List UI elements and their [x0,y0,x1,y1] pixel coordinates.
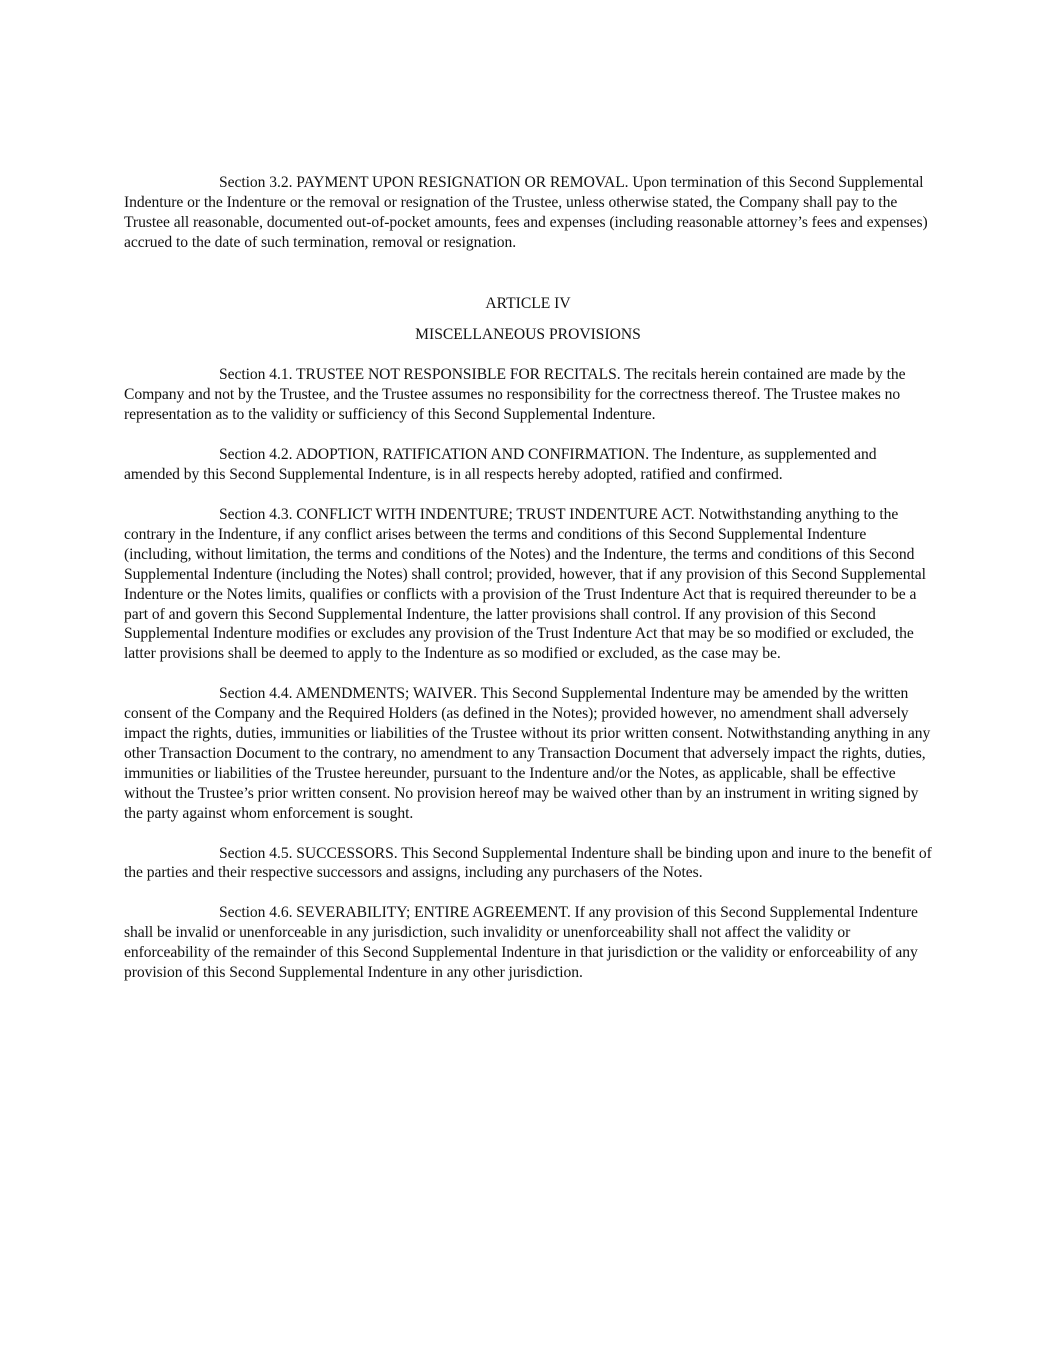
section-4-4-paragraph: Section 4.4. AMENDMENTS; WAIVER. This Second Supplemental Indenture may be amended by the written consent of the Company and the Required Holders (as defined in the Notes); provided however, no amendment shall adversely impact the rights, duties, immunities or liabilities of the Trustee without its prior written consent. Notwithstanding anything in any other Transaction Document to the contrary, no amendment to any Transaction Document that adversely impact the rights, duties, immunities or liabilities of the Trustee hereunder, pursuant to the Indenture and/or the Notes, as applicable, shall be effective without the Trustee’s prior written consent. No provision hereof may be waived other than by an instrument in writing signed by the party against whom enforcement is sought. [124,685,931,822]
section-4-2-paragraph: Section 4.2. ADOPTION, RATIFICATION AND CONFIRMATION. The Indenture, as supplemented and amended by this Second Supplemental Indenture, is in all respects hereby adopted, ratified and confirmed. [124,446,877,484]
section-4-3-paragraph: Section 4.3. CONFLICT WITH INDENTURE; TRUST INDENTURE ACT. Notwithstanding anything to the contrary in the Indenture, if any conflict arises between the terms and conditions of this Second Supplemental Indenture (including, without limitation, the terms and conditions of the Notes) and the Indenture, the terms and conditions of this Second Supplemental Indenture (including the Notes) shall control; provided, however, that if any provision of this Second Supplemental Indenture or the Notes limits, qualifies or conflicts with a provision of the Trust Indenture Act that is required thereunder to be a part of and govern this Second Supplemental Indenture, the latter provisions shall control. If any provision of this Second Supplemental Indenture modifies or excludes any provision of the Trust Indenture Act that may be so modified or excluded, the latter provisions shall be deemed to apply to the Indenture as so modified or excluded, as the case may be. [124,505,926,663]
section-4-6-paragraph: Section 4.6. SEVERABILITY; ENTIRE AGREEMENT. If any provision of this Second Supplemental Indenture shall be invalid or unenforceable in any jurisdiction, such invalidity or unenforceability shall not affect the validity or enforceability of the remainder of this Second Supplemental Indenture in that jurisdiction or the validity or enforceability of any provision of this Second Supplemental Indenture in any other jurisdiction. [124,904,918,982]
section-4-1-paragraph: Section 4.1. TRUSTEE NOT RESPONSIBLE FOR RECITALS. The recitals herein contained are made by the Company and not by the Trustee, and the Trustee assumes no responsibility for the correctness thereof. The Trustee makes no representation as to the validity or sufficiency of this Second Supplemental Indenture. [124,366,906,424]
section-3-2-paragraph: Section 3.2. PAYMENT UPON RESIGNATION OR REMOVAL. Upon termination of this Second Supplemental Indenture or the Indenture or the removal or resignation of the Trustee, unless otherwise stated, the Company shall pay to the Trustee all reasonable, documented out-of-pocket amounts, fees and expenses (including reasonable attorney’s fees and expenses) accrued to the date of such termination, removal or resignation. [124,174,928,251]
article-subtitle: MISCELLANEOUS PROVISIONS [415,325,641,343]
article-title: ARTICLE IV [485,294,571,312]
section-4-5-paragraph: Section 4.5. SUCCESSORS. This Second Supplemental Indenture shall be binding upon and inure to the benefit of the parties and their respective successors and assigns, including any purchasers of the Notes. [124,844,932,882]
document-page [124,173,932,983]
